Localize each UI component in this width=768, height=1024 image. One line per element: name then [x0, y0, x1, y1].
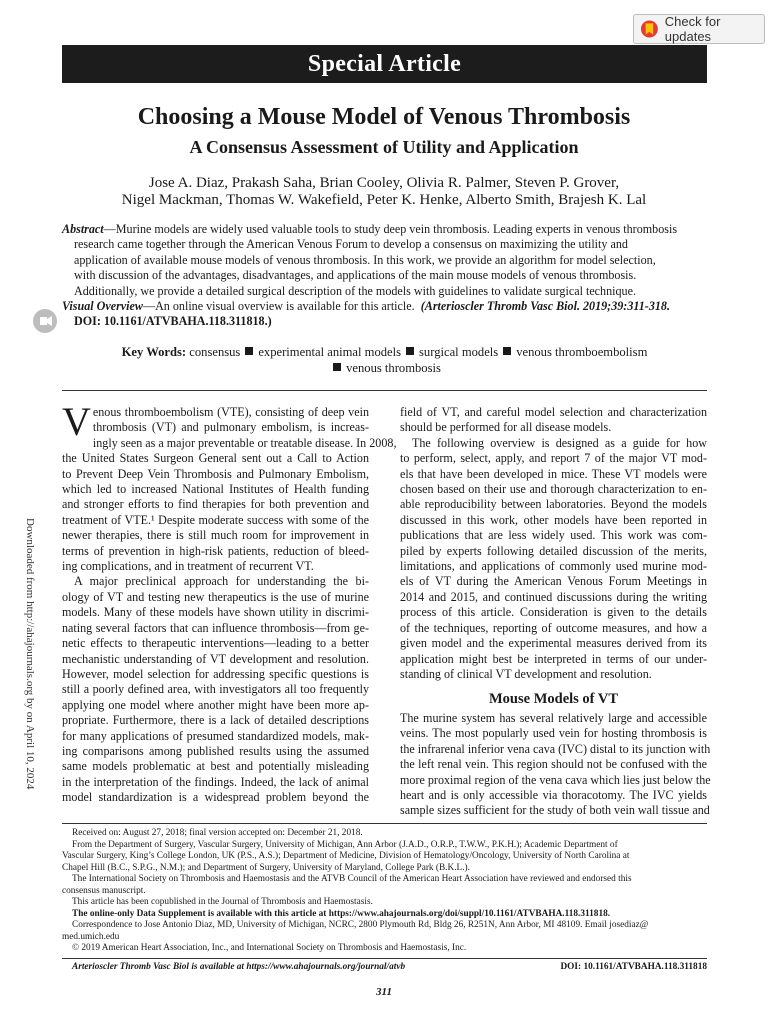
affiliation-line: From the Department of Surgery, Vascular Surgery, University of Michigan, Ann Arbor (J.A.D., O.R.P., T.W.W., P.K.H.); Academic Department of: [72, 839, 618, 850]
abstract-label: Abstract: [62, 222, 104, 236]
body-line: The murine system has several relatively large and accessible: [400, 711, 707, 725]
body-line: field of VT, and careful model selection and characterization: [400, 405, 707, 419]
body-line: sample sizes sufficient for the study of both vein wall tissue and: [400, 803, 710, 818]
visual-overview-text: —An online visual overview is available for this article.: [142, 299, 415, 314]
endorsement-line: consensus manuscript.: [62, 885, 146, 896]
body-right-column: [400, 405, 707, 682]
body-line: application might best be interpreted in terms of our under-: [400, 651, 707, 666]
section-banner: [62, 45, 707, 83]
body-line: heart and is only accessible via thoracotomy. The IVC yields: [400, 788, 707, 803]
body-line: standing of clinical VT development and resolution.: [400, 666, 652, 681]
body-right-column-b: [400, 711, 711, 819]
body-line: newer therapies, there is still much room for improvement in: [62, 528, 369, 543]
keyword: venous thromboembolism: [516, 345, 648, 359]
body-line: netic effects to therapeutic interventions—leading to a better: [62, 636, 369, 651]
supplement-note[interactable]: The online-only Data Supplement is available with this article at https://www.ahajournals.org/doi/suppl/10.1161/ATVBAHA.118.311818.: [72, 908, 611, 919]
keywords-line-2: [62, 361, 707, 376]
body-line: veins. The most popularly used vein for hosting thrombosis is: [400, 726, 707, 741]
abstract-line: —Murine models are widely used valuable tools to study deep vein thrombosis. Leading experts in venous thrombosis: [103, 222, 678, 236]
body-line: mechanistic understanding of VT development and resolution.: [62, 651, 369, 666]
body-line: piled by experts following detailed discussion of the merits,: [400, 543, 707, 558]
body-line: ing comparisons among published results using the assumed: [62, 743, 369, 758]
body-line: process of this article. Consideration is given to the details: [400, 605, 707, 620]
correspondence-email[interactable]: med.umich.edu: [62, 931, 120, 942]
keyword: venous thrombosis: [346, 361, 441, 375]
divider: [62, 390, 707, 391]
received-note: Received on: August 27, 2018; final version accepted on: December 21, 2018.: [72, 828, 363, 838]
body-line: the infrarenal inferior vena cava (IVC) distal to its junction with: [400, 741, 711, 756]
keywords-label: Key Words:: [121, 345, 187, 359]
visual-overview-label: Visual Overview: [62, 299, 143, 314]
keyword: surgical models: [419, 345, 499, 359]
authors-line-2: Nigel Mackman, Thomas W. Wakefield, Peter K. Henke, Alberto Smith, Brajesh K. Lal: [121, 192, 647, 208]
body-line: same models problematic at best and potentially misleading: [62, 759, 369, 774]
visual-overview-icon[interactable]: [32, 308, 58, 334]
bullet-icon: [245, 347, 253, 355]
bullet-icon: [503, 347, 511, 355]
body-line: 2014 and 2015, and continued discussions during the writing: [400, 589, 707, 604]
keyword: experimental animal models: [258, 345, 402, 359]
body-line: more proximal region of the vena cava which lies just below the: [400, 772, 711, 787]
body-line: terms of prevention in high-risk patients, reduction of bleed-: [62, 543, 369, 558]
affiliation-line: Chapel Hill (B.C., S.P.G., N.M.); and Department of Surgery, University of Maryland, College Park (B.K.L.).: [62, 862, 470, 873]
body-line: treatment of VTE.¹ Despite moderate success with some of the: [62, 512, 369, 527]
keyword: consensus: [189, 345, 241, 359]
abstract: [62, 222, 707, 330]
body-line: given model and the experimental measures derived from its: [400, 636, 707, 651]
body-line: which led to increased National Institutes of Health funding: [62, 482, 369, 497]
body-line: to perform, select, apply, and report 7 of the major VT mod-: [400, 451, 707, 466]
body-line: The following overview is designed as a guide for how: [412, 435, 707, 450]
body-line: able reproducibility between laboratories. Beyond the models: [400, 497, 707, 512]
abstract-line: research came together through the American Venous Forum to develop a consensus on maximizing the utility and: [74, 237, 628, 252]
body-line: the United States Surgeon General sent out a Call to Action: [62, 451, 369, 466]
body-line: in the interpretation of the findings. Indeed, the lack of animal: [62, 774, 369, 789]
body-line: to Prevent Deep Vein Thrombosis and Pulmonary Embolism,: [62, 466, 369, 481]
body-line: propriate. Furthermore, there is a lack of detailed descriptions: [62, 713, 369, 728]
body-line: and stronger efforts to find therapies for both prevention and: [62, 497, 369, 512]
journal-availability[interactable]: Arterioscler Thromb Vasc Biol is available at https://www.ahajournals.org/journal/atvb: [72, 962, 406, 972]
copublished-note: This article has been copublished in the Journal of Thrombosis and Haemostasis.: [72, 897, 373, 907]
body-line: els that have been developed in mice. These VT models were: [400, 466, 707, 481]
body-line: els of VT during the American Venous Forum Meetings in: [400, 574, 707, 589]
body-line: ing complications, and in treatment of recurrent VT.: [62, 559, 314, 574]
affiliation-line: Vascular Surgery, King’s College London, UK (P.S., A.S.); Department of Medicine, Division of Hematology/Oncology, University of North Carolina at: [62, 851, 630, 861]
download-notice: Downloaded from http://ahajournals.org by on April 10, 2024: [24, 518, 36, 790]
body-line: However, model selection for addressing specific questions is: [62, 666, 369, 681]
article-subtitle: A Consensus Assessment of Utility and Application: [189, 137, 579, 157]
footnotes: [62, 828, 707, 955]
article-title: Choosing a Mouse Model of Venous Thrombosis: [137, 104, 631, 130]
body-line: discussed in this work, other models have been reported in: [400, 512, 707, 527]
banner-label: Special Article: [307, 50, 462, 77]
keywords-line-1: [62, 345, 707, 360]
page-number: 311: [376, 986, 392, 998]
body-left-column: [62, 399, 397, 806]
endorsement-line: The International Society on Thrombosis and Haemostasis and the ATVB Council of the American Heart Association have reviewed and endorsed this: [72, 874, 632, 884]
body-line: for many applications of presumed standardized models, mak-: [62, 728, 369, 743]
check-updates-icon: [640, 19, 659, 39]
body-line: A major preclinical approach for understanding the bi-: [74, 574, 369, 589]
body-line: models. Many of these models have shown utility in discrimi-: [62, 605, 369, 620]
body-line: still a poorly defined area, with investigators all too frequently: [62, 682, 369, 697]
body-line: applying one model where another might have been more ap-: [62, 697, 369, 712]
correspondence-line: Correspondence to Jose Antonio Diaz, MD, University of Michigan, NCRC, 2800 Plymouth Rd, Bldg 26, R251N, Ann Arbor, MI 48109. Email josediaz@: [72, 920, 649, 930]
body-line: thrombosis (VT) and pulmonary embolism, is increas-: [92, 420, 369, 435]
body-line: enous thromboembolism (VTE), consisting of deep vein: [92, 405, 369, 419]
divider: [62, 823, 707, 824]
bullet-icon: [406, 347, 414, 355]
divider: [62, 958, 707, 959]
check-for-updates-label: Check for updates: [664, 14, 721, 44]
body-line: of the techniques, reporting of outcome measures, and how a: [400, 620, 707, 635]
body-line: ology of VT and testing new therapeutics is the use of murine: [62, 589, 369, 604]
footer-bar: [62, 962, 707, 972]
section-heading: Mouse Models of VT: [488, 691, 619, 707]
copyright-note: © 2019 American Heart Association, Inc., and International Society on Thrombosis and Haemostasis, Inc.: [72, 943, 467, 953]
citation: (Arterioscler Thromb Vasc Biol. 2019;39:311-318.: [420, 299, 670, 314]
body-line: the left renal vein. This region should not be confused with the: [400, 757, 707, 772]
doi-link[interactable]: DOI: 10.1161/ATVBAHA.118.311818.): [74, 314, 272, 329]
body-line: nating several factors that can influence thrombosis—from ge-: [62, 620, 369, 635]
body-line: should be performed for all disease models.: [400, 420, 612, 435]
drop-cap: V: [62, 399, 91, 444]
body-line: limitations, and applications of commonly used murine mod-: [400, 559, 707, 574]
abstract-line: with discussion of the advantages, disadvantages, and applications of the main mouse models of venous thrombosis.: [74, 268, 637, 283]
body-line: model standardization is a widespread problem beyond the: [62, 790, 369, 805]
bullet-icon: [333, 363, 341, 371]
abstract-line: application of available mouse models of venous thrombosis. In this work, we provide an algorithm for model selection,: [74, 252, 656, 267]
body-line: publications that are less widely used. This work was com-: [400, 528, 707, 543]
footer-doi[interactable]: DOI: 10.1161/ATVBAHA.118.311818: [560, 962, 707, 972]
abstract-line: Additionally, we provide a detailed surgical description of the models with guidelines to validate surgical technique.: [74, 283, 636, 298]
check-for-updates-button[interactable]: [633, 14, 765, 44]
body-line: ingly seen as a major preventable or treatable disease. In 2008,: [92, 435, 397, 450]
body-line: chosen based on their use and thorough characterization to en-: [400, 482, 707, 497]
authors-line-1: Jose A. Diaz, Prakash Saha, Brian Cooley, Olivia R. Palmer, Steven P. Grover,: [148, 175, 620, 191]
